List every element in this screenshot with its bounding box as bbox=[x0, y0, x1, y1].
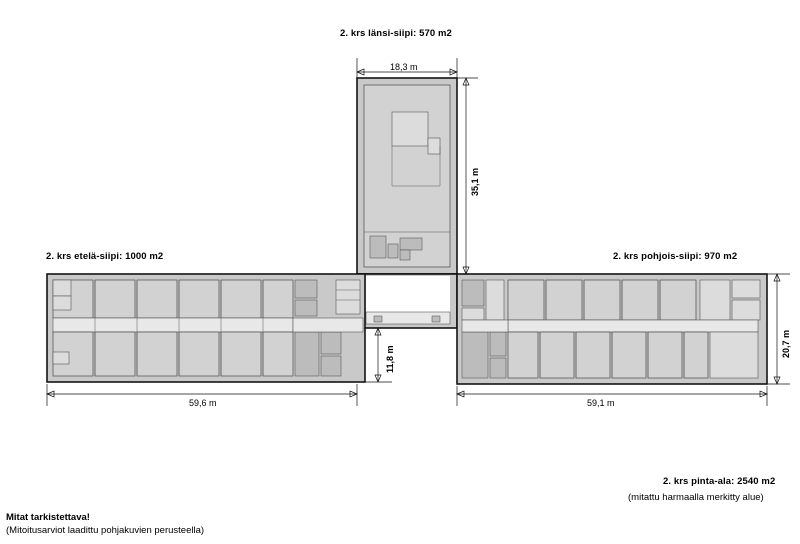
north-lower-rooms bbox=[508, 332, 758, 378]
north-height-dimension: 20,7 m bbox=[781, 329, 791, 358]
south-upper-rooms bbox=[53, 280, 293, 318]
west-height-dimension: 35,1 m bbox=[470, 167, 480, 196]
total-area-label: 2. krs pinta-ala: 2540 m2 bbox=[663, 476, 776, 487]
footnote-line2: (Mitoitusarviot laadittu pohjakuvien perusteella) bbox=[6, 525, 205, 536]
north-wing-block bbox=[457, 274, 767, 384]
junction-block bbox=[357, 274, 457, 328]
west-wing-block bbox=[357, 78, 457, 276]
south-width-dimension: 59,6 m bbox=[189, 398, 217, 408]
south-wing-block bbox=[47, 274, 365, 382]
south-height-dimension: 11,8 m bbox=[385, 345, 395, 373]
total-area-note: (mitattu harmaalla merkitty alue) bbox=[628, 492, 764, 503]
west-wing-title: 2. krs länsi-siipi: 570 m2 bbox=[340, 28, 452, 39]
north-wing-title: 2. krs pohjois-siipi: 970 m2 bbox=[613, 251, 738, 262]
west-width-dimension: 18,3 m bbox=[390, 62, 418, 72]
south-lower-rooms bbox=[53, 332, 293, 376]
north-width-dimension: 59,1 m bbox=[587, 398, 615, 408]
south-wing-title: 2. krs etelä-siipi: 1000 m2 bbox=[46, 251, 164, 262]
footnote-line1: Mitat tarkistettava! bbox=[6, 512, 90, 523]
